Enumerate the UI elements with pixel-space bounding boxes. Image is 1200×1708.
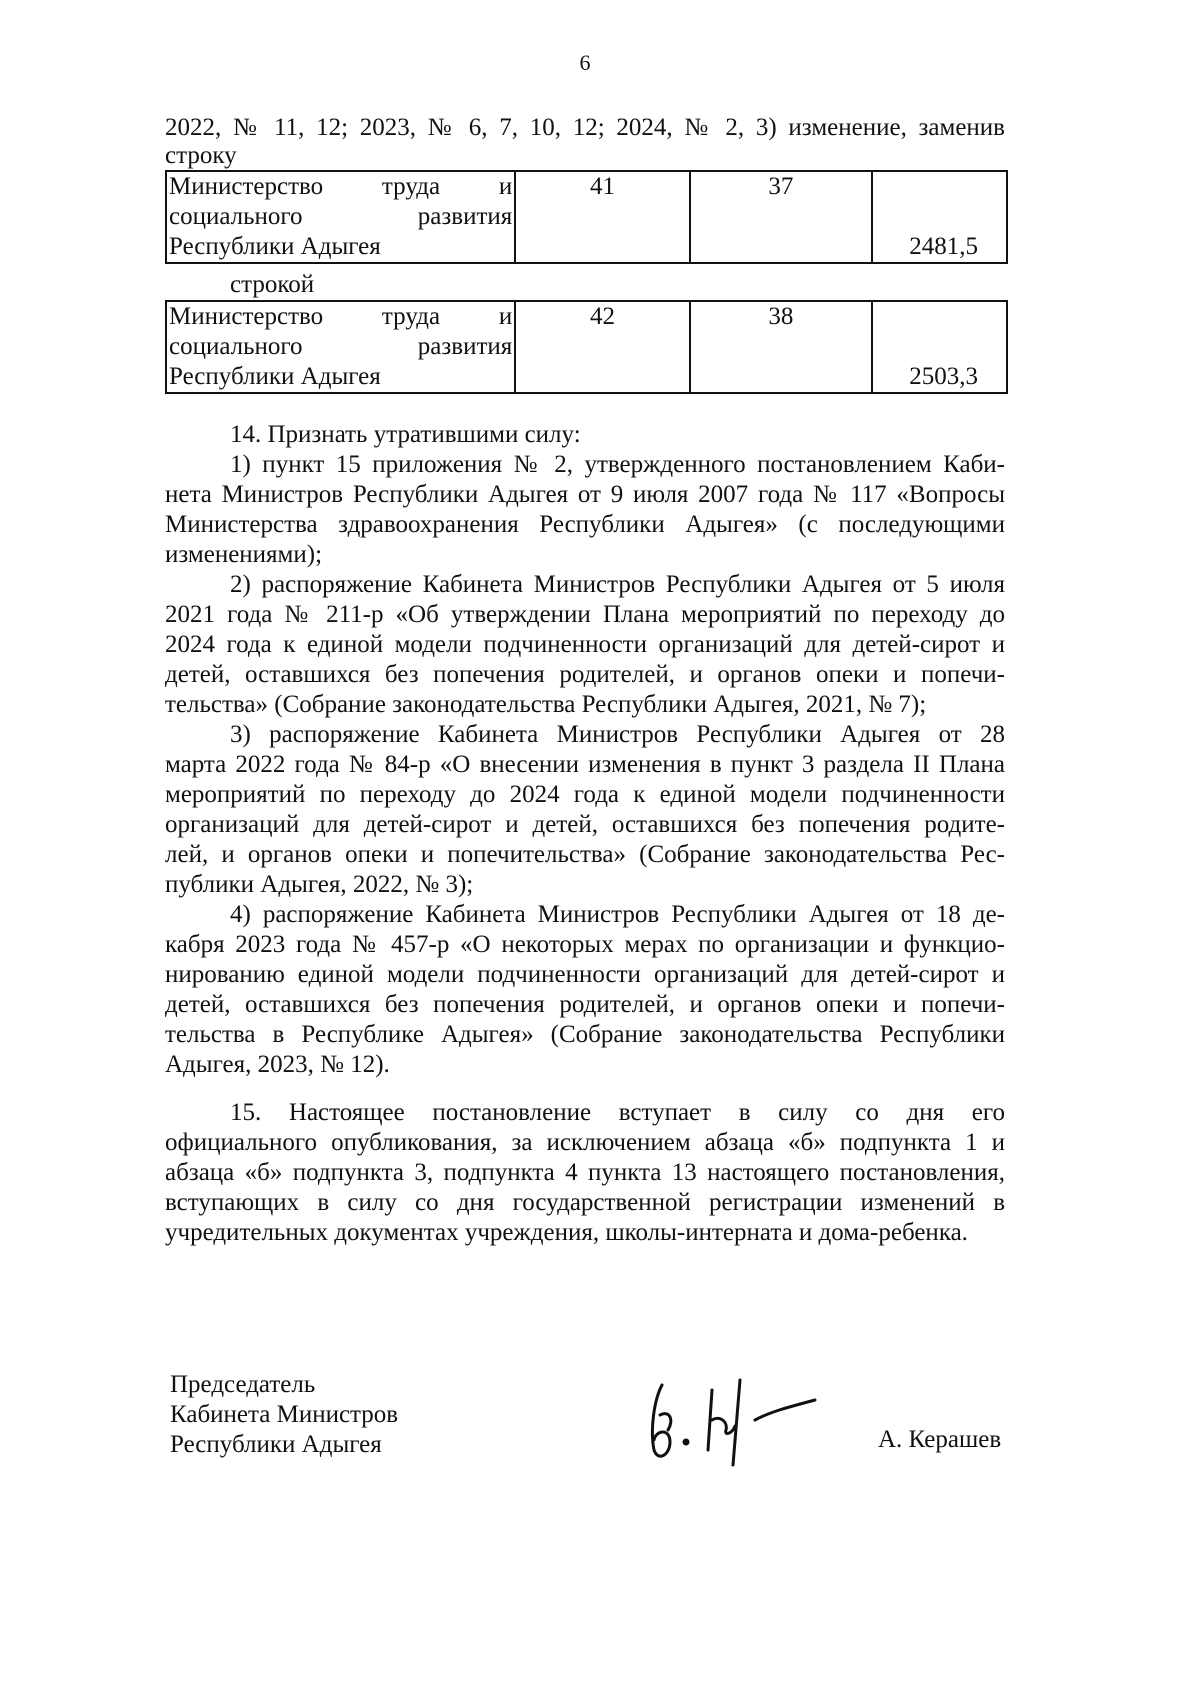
paragraph-line: тельства в Республике Адыгея» (Собрание законодательства Республики: [165, 1021, 1005, 1048]
handwritten-signature: [640, 1360, 840, 1475]
paragraph-line: 2024 года к единой модели подчиненности организаций для детей-сирот и: [165, 631, 1005, 658]
ministry-name-cell: [166, 171, 515, 263]
paragraph-line: 3) распоряжение Кабинета Министров Республики Адыгея от 28: [230, 721, 1005, 748]
paragraph-line: марта 2022 года № 84-р «О внесении изменения в пункт 3 раздела II Плана: [165, 751, 1005, 778]
cell-line: социального развития: [169, 203, 513, 230]
paragraph-line: нета Министров Республики Адыгея от 9 июля 2007 года № 117 «Вопросы: [165, 481, 1005, 508]
paragraph-line: официального опубликования, за исключением абзаца «б» подпункта 1 и: [165, 1129, 1005, 1156]
section-15: [165, 1098, 1005, 1248]
paragraph-line: публики Адыгея, 2022, № 3);: [165, 871, 474, 898]
paragraph-line: лей, и органов опеки и попечительства» (Собрание законодательства Рес-: [165, 841, 1005, 868]
table-row: [166, 301, 1007, 393]
paragraph-line: вступающих в силу со дня государственной регистрации изменений в: [165, 1189, 1005, 1216]
signatory-name: А. Керашев: [878, 1426, 1002, 1453]
paragraph-line: тельства» (Собрание законодательства Республики Адыгея, 2021, № 7);: [165, 691, 927, 718]
paragraph-line: детей, оставшихся без попечения родителей, и органов опеки и попечи-: [165, 661, 1005, 688]
paragraph-line: Министерства здравоохранения Республики Адыгея» (с последующими: [165, 511, 1005, 538]
signatory-title: [170, 1370, 398, 1460]
between-label: строкой: [230, 271, 315, 298]
value-cell: 2503,3: [872, 301, 1007, 393]
cell-line: Министерство труда и: [169, 173, 513, 200]
paragraph-line: 2) распоряжение Кабинета Министров Республики Адыгея от 5 июля: [230, 571, 1005, 598]
intro-line: строку: [165, 142, 237, 169]
paragraph-line: абзаца «б» подпункта 3, подпункта 4 пункта 13 настоящего постановления,: [165, 1159, 1005, 1186]
value-cell: 41: [515, 171, 689, 263]
paragraph-line: Адыгея, 2023, № 12).: [165, 1051, 390, 1078]
paragraph-line: кабря 2023 года № 457-р «О некоторых мерах по организации и функцио-: [165, 931, 1005, 958]
cell-line: Министерство труда и: [169, 303, 513, 330]
cell-line: Республики Адыгея: [169, 363, 381, 390]
paragraph-line: 2021 года № 211-р «Об утверждении Плана мероприятий по переходу до: [165, 601, 1005, 628]
paragraph-line: 1) пункт 15 приложения № 2, утвержденного постановлением Каби-: [230, 451, 1005, 478]
paragraph-line: детей, оставшихся без попечения родителей, и органов опеки и попечи-: [165, 991, 1005, 1018]
value-cell: 42: [515, 301, 689, 393]
signatory-title-line: Кабинета Министров: [170, 1401, 399, 1428]
paragraph-line: 4) распоряжение Кабинета Министров Республики Адыгея от 18 де-: [230, 901, 1005, 928]
section-14: [165, 420, 1005, 1080]
table-row: [166, 171, 1007, 263]
cell-line: социального развития: [169, 333, 513, 360]
paragraph-line: 15. Настоящее постановление вступает в силу со дня его: [230, 1099, 1005, 1126]
signatory-title-line: Председатель: [170, 1371, 316, 1398]
paragraph-line: 14. Признать утратившими силу:: [230, 421, 581, 448]
value-cell: 37: [690, 171, 872, 263]
paragraph-line: организаций для детей-сирот и детей, оставшихся без попечения родите-: [165, 811, 1005, 838]
old-row-table: [165, 170, 1008, 264]
intro-line: 2022, № 11, 12; 2023, № 6, 7, 10, 12; 2024, № 2, 3) изменение, заменив: [165, 114, 1005, 141]
ministry-name-cell: [166, 301, 515, 393]
paragraph-line: изменениями);: [165, 541, 323, 568]
paragraph-line: учредительных документах учреждения, школы-интерната и дома-ребенка.: [165, 1219, 968, 1246]
value-cell: 38: [690, 301, 872, 393]
paragraph-line: нированию единой модели подчиненности организаций для детей-сирот и: [165, 961, 1005, 988]
value-cell: 2481,5: [872, 171, 1007, 263]
paragraph-line: мероприятий по переходу до 2024 года к единой модели подчиненности: [165, 781, 1005, 808]
new-row-table: [165, 300, 1008, 394]
cell-line: Республики Адыгея: [169, 233, 381, 260]
page-number: 6: [579, 50, 591, 75]
signatory-title-line: Республики Адыгея: [170, 1431, 382, 1458]
